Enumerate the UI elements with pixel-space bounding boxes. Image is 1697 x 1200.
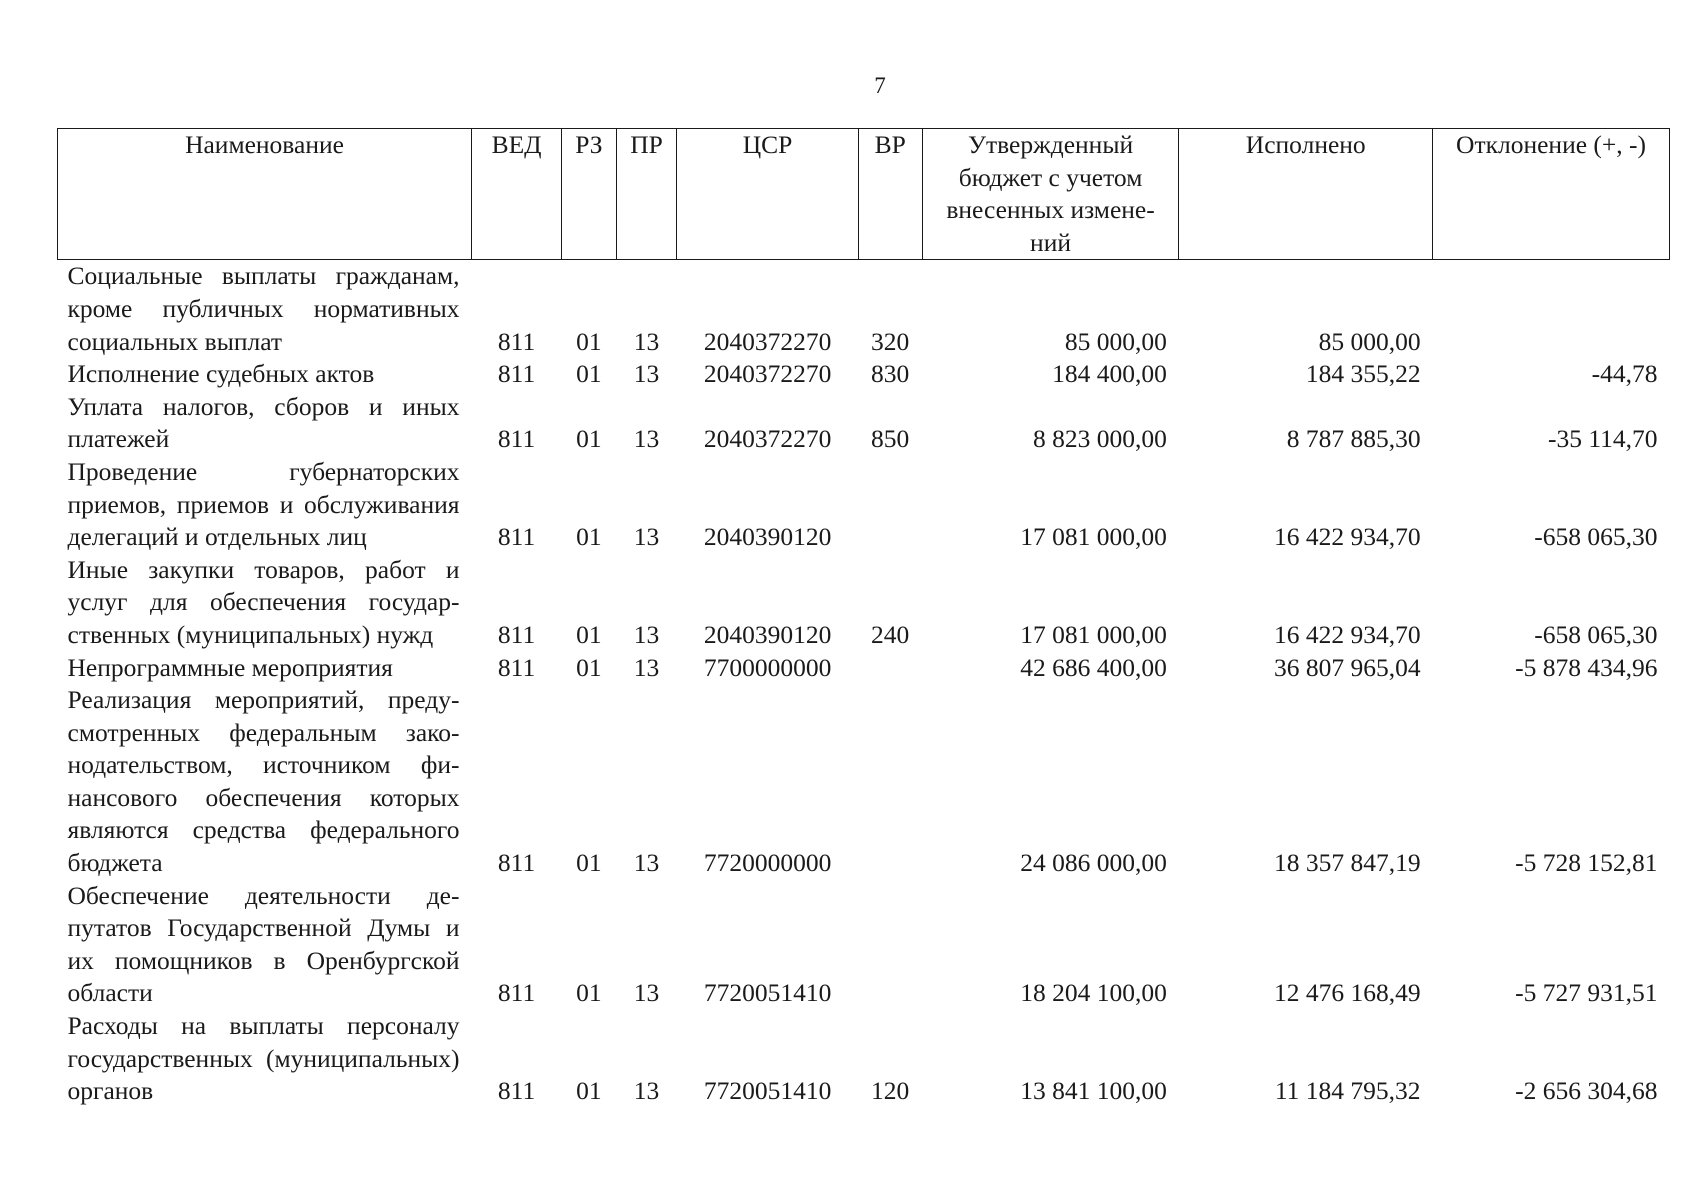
table-row [58,684,1670,880]
row-pr: 13 [633,978,660,1008]
row-executed: 16 422 934,70 [1273,619,1421,649]
table-row [58,391,1670,456]
row-approved: 24 086 000,00 [1020,848,1167,878]
row-executed: 85 000,00 [1318,326,1421,356]
row-vr: 120 [871,1076,910,1106]
row-ved: 811 [497,848,536,878]
row-vr [858,684,922,880]
header-vr: ВР [858,129,922,260]
row-name: Уплата налогов, сборов и иных платежей [67,391,460,454]
row-rz: 01 [576,848,602,878]
row-deviation: -658 065,30 [1534,522,1658,552]
row-pr: 13 [633,359,660,389]
row-pr: 13 [633,652,660,682]
row-deviation: -5 878 434,96 [1515,652,1658,682]
row-rz: 01 [576,326,602,356]
row-csr: 7720000000 [703,848,832,878]
row-csr: 7700000000 [703,652,832,682]
row-name: Реализация мероприятий, предусмотренных федеральным законодательством, источником финансового обеспечения которых являются средства федерального бюджета [67,685,460,878]
row-csr: 2040390120 [703,522,832,552]
row-approved: 17 081 000,00 [1020,619,1167,649]
row-pr: 13 [633,619,660,649]
row-pr: 13 [633,522,660,552]
row-ved: 811 [497,424,536,454]
row-approved: 85 000,00 [1064,326,1167,356]
row-name: Иные закупки товаров, работ и услуг для обеспечения государственных (муниципальных) нужд [67,554,460,649]
row-csr: 2040372270 [703,359,832,389]
row-csr: 2040372270 [703,326,832,356]
row-deviation: -658 065,30 [1534,619,1658,649]
table-header [58,129,1670,260]
table-row [58,1010,1670,1108]
table-row [58,652,1670,685]
row-deviation: -5 728 152,81 [1515,848,1658,878]
table-row [58,358,1670,391]
table-row [58,260,1670,358]
row-approved: 13 841 100,00 [1020,1076,1167,1106]
row-rz: 01 [576,424,602,454]
row-ved: 811 [497,522,536,552]
row-name: Проведение губернаторских приемов, приемов и обслуживания делегаций и отдельных лиц [67,456,460,552]
row-vr: 320 [871,326,910,356]
table-row [58,880,1670,1010]
row-ved: 811 [497,1076,536,1106]
row-deviation: -44,78 [1591,359,1658,389]
row-vr: 240 [871,619,910,649]
row-approved: 17 081 000,00 [1020,522,1167,552]
row-rz: 01 [576,619,602,649]
row-ved: 811 [497,978,536,1008]
row-deviation [1433,260,1670,358]
header-deviation: Отклонение (+, -) [1433,129,1670,260]
row-deviation: -35 114,70 [1547,424,1658,454]
header-approved: Утвержденный бюджет с учетом внесенных измене-ний [922,129,1179,260]
row-name: Расходы на выплаты персоналу государственных (муниципальных) органов [67,1011,460,1106]
row-executed: 12 476 168,49 [1273,978,1421,1008]
row-approved: 8 823 000,00 [1033,424,1167,454]
row-vr [858,456,922,554]
row-vr: 830 [871,359,910,389]
row-csr: 7720051410 [703,978,832,1008]
row-name: Непрограммные мероприятия [67,652,393,682]
row-executed: 36 807 965,04 [1273,652,1421,682]
row-deviation: -5 727 931,51 [1515,978,1658,1008]
header-csr: ЦСР [677,129,858,260]
row-approved: 42 686 400,00 [1020,652,1167,682]
row-name: Обеспечение деятельности депутатов Государственной Думы и их помощников в Оренбургской области [67,880,460,1008]
row-rz: 01 [576,522,602,552]
row-ved: 811 [497,359,536,389]
row-deviation: -2 656 304,68 [1515,1076,1658,1106]
row-pr: 13 [633,1076,660,1106]
row-ved: 811 [497,619,536,649]
row-rz: 01 [576,652,602,682]
row-vr [858,880,922,1010]
table-row [58,456,1670,554]
page-number: 7 [874,73,886,98]
row-executed: 18 357 847,19 [1273,848,1421,878]
header-rz: РЗ [562,129,617,260]
table-body [58,260,1670,1108]
row-pr: 13 [633,424,660,454]
header-name: Наименование [58,129,472,260]
row-name: Исполнение судебных актов [67,359,375,389]
row-executed: 8 787 885,30 [1286,424,1421,454]
row-rz: 01 [576,1076,602,1106]
row-pr: 13 [633,848,660,878]
row-executed: 11 184 795,32 [1274,1076,1421,1106]
row-ved: 811 [497,326,536,356]
row-executed: 184 355,22 [1305,359,1421,389]
row-name: Социальные выплаты гражданам, кроме публичных нормативных социальных выплат [67,261,460,356]
table-row [58,554,1670,652]
row-csr: 2040390120 [703,619,832,649]
header-pr: ПР [616,129,677,260]
budget-table [57,128,1670,1108]
row-pr: 13 [633,326,660,356]
row-vr [858,652,922,685]
header-executed: Исполнено [1179,129,1433,260]
row-csr: 2040372270 [703,424,832,454]
row-approved: 18 204 100,00 [1020,978,1167,1008]
row-csr: 7720051410 [703,1076,832,1106]
header-ved: ВЕД [472,129,562,260]
row-executed: 16 422 934,70 [1273,522,1421,552]
row-approved: 184 400,00 [1052,359,1167,389]
row-ved: 811 [497,652,536,682]
row-rz: 01 [576,359,602,389]
row-rz: 01 [576,978,602,1008]
row-vr: 850 [871,424,910,454]
